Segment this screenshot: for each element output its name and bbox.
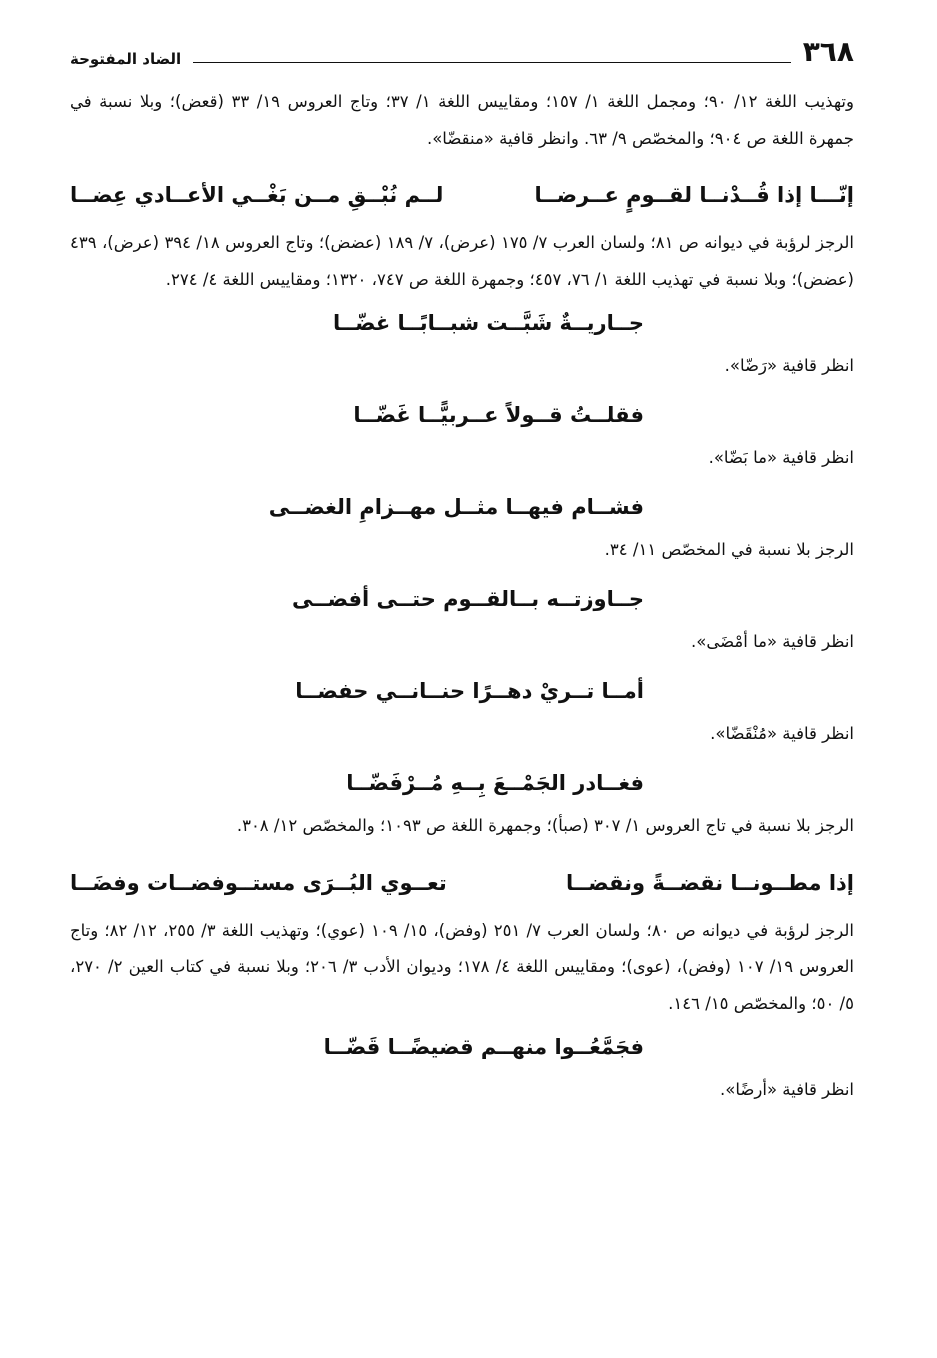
verse-7: فغــادر الجَمْــعَ بِــهِ مُــرْفَضّــا — [346, 771, 644, 795]
verse-6: أمــا تــريْ دهــرًا حنــانــي حفضــا — [295, 679, 644, 703]
paragraph-sources-1: وتهذيب اللغة ١٢/ ٩٠؛ ومجمل اللغة ١/ ١٥٧؛ ومقاييس اللغة ١/ ٣٧؛ وتاج العروس ١٩/ ٣٣ (قعض)؛ وبلا نسبة في جمهرة اللغة ص ٩٠٤؛ والمخصّص ٩/ ٦٣. وانظر قافية «منقضّا». — [70, 92, 854, 148]
verse-9: فجَمَّعُــوا منهــم قضيضًــا قَضّــا — [323, 1035, 644, 1059]
paragraph-sources-2: الرجز لرؤبة في ديوانه ص ٨١؛ ولسان العرب ٧/ ١٧٥ (عرض)، ٧/ ١٨٩ (عضض)؛ وتاج العروس ١٨/ ٣٩٤ (عرض)، ٤٣٩ (عضض)؛ وبلا نسبة في تهذيب اللغة ١/ ٧٦، ٤٥٧؛ وجمهرة اللغة ص ٧٤٧، ١٣٢٠؛ ومقاييس اللغة ٤/ ٢٧٤. — [70, 233, 854, 289]
verse-1-first-hemistich: إنّـــا إذا قُــدْنــا لقــومٍ عــرضــا — [534, 183, 854, 207]
verse-2: جــاريــةٌ شَبَّــت شبــابًــا غضّــا — [332, 311, 644, 335]
page-number: ٣٦٨ — [802, 35, 854, 68]
reference-6: انظر قافية «مُنْقَضّا». — [710, 724, 854, 743]
page-header — [70, 28, 854, 72]
verse-1 — [70, 167, 854, 223]
reference-4: الرجز بلا نسبة في المخصّص ١١/ ٣٤. — [604, 540, 854, 559]
verse-8-first-hemistich: إذا مطــونــا نقضــةً ونقضــا — [566, 870, 854, 895]
reference-9: انظر قافية «أرضًا». — [720, 1080, 854, 1099]
reference-5: انظر قافية «ما أمْضَى». — [691, 632, 854, 651]
verse-3: فقلــتُ قــولاً عــربيًّــا غَضّــا — [353, 403, 644, 427]
reference-2: انظر قافية «رَضّا». — [724, 356, 854, 375]
running-title: الضاد المفتوحة — [70, 50, 182, 68]
header-rule — [193, 62, 791, 63]
verse-8-second-hemistich: تعــوي البُــرَى مستــوفضــات وفضَــا — [70, 870, 447, 895]
reference-3: انظر قافية «ما بَضّا». — [708, 448, 854, 467]
verse-8 — [70, 855, 854, 911]
verse-5: جــاوزتــه بــالقــوم حتــى أفضــى — [291, 587, 644, 611]
paragraph-sources-8: الرجز لرؤبة في ديوانه ص ٨٠؛ ولسان العرب ٧/ ٢٥١ (وفض)، ١٥/ ١٠٩ (عوي)؛ وتهذيب اللغة ٣/ ٢٥٥، ١٢/ ٨٢؛ وتاج العروس ١٩/ ١٠٧ (وفض)، (عوى)؛ ومقاييس اللغة ٤/ ١٧٨؛ وديوان الأدب ٣/ ٢٠٦؛ وبلا نسبة في كتاب العين ٢/ ٢٧٠، ٥/ ٥٠؛ والمخصّص ١٥/ ١٤٦. — [70, 920, 855, 1013]
paragraph-sources-7: الرجز بلا نسبة في تاج العروس ١/ ٣٠٧ (صبأ)؛ وجمهرة اللغة ص ١٠٩٣؛ والمخصّص ١٢/ ٣٠٨. — [236, 816, 854, 835]
verse-4: فشــام فيهــا مثــل مهــزامِ الغضــى — [268, 495, 644, 519]
page-body — [70, 84, 854, 1114]
verse-1-second-hemistich: لــم نُبْــقِ مــن بَغْــي الأعــادي عِضــا — [70, 183, 444, 207]
